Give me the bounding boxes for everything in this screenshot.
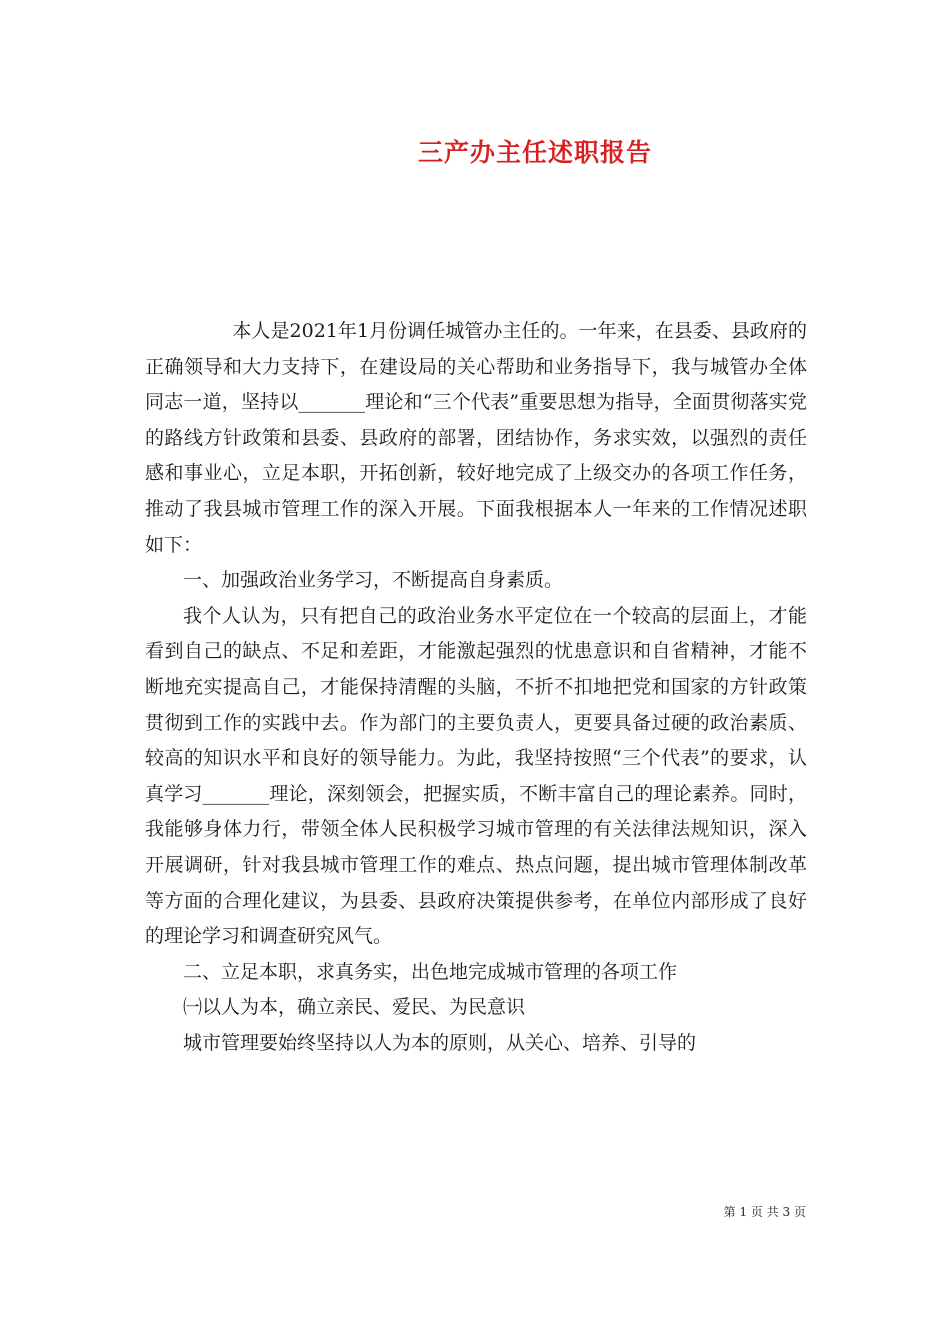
page-number-footer: 第 1 页 共 3 页 <box>723 1205 806 1219</box>
paragraph-intro: 本人是2021年1月份调任城管办主任的。一年来，在县委、县政府的正确领导和大力支持下，在建设局的关心帮助和业务指导下，我与城管办全体同志一道，坚持以_______理论和“三个代表”重要思想为指导，全面贯彻落实党的路线方针政策和县委、县政府的部署，团结协作，务求实效，以强烈的责任感和事业心，立足本职，开拓创新，较好地完成了上级交办的各项工作任务，推动了我县城市管理工作的深入开展。下面我根据本人一年来的工作情况述职如下： <box>145 320 807 556</box>
subsection-heading-1: ㈠以人为本，确立亲民、爱民、为民意识 <box>183 996 526 1019</box>
section-heading-1: 一、加强政治业务学习，不断提高自身素质。 <box>183 569 564 592</box>
section-heading-2: 二、立足本职，求真务实，出色地完成城市管理的各项工作 <box>183 960 678 983</box>
paragraph-subsection-1: 城市管理要始终坚持以人为本的原则，从关心、培养、引导的 <box>183 1031 697 1054</box>
document-title: 三产办主任述职报告 <box>417 138 652 167</box>
paragraph-section-1: 我个人认为，只有把自己的政治业务水平定位在一个较高的层面上，才能看到自己的缺点、不足和差距，才能激起强烈的忧患意识和自省精神，才能不断地充实提高自己，才能保持清醒的头脑，不折不扣地把党和国家的方针政策贯彻到工作的实践中去。作为部门的主要负责人，更要具备过硬的政治素质、较高的知识水平和良好的领导能力。为此，我坚持按照“三个代表”的要求，认真学习_______理论，深刻领会，把握实质，不断丰富自己的理论素养。同时，我能够身体力行，带领全体人民积极学习城市管理的有关法律法规知识，深入开展调研，针对我县城市管理工作的难点、热点问题，提出城市管理体制改革等方面的合理化建议，为县委、县政府决策提供参考，在单位内部形成了良好的理论学习和调查研究风气。 <box>145 604 807 948</box>
document-body <box>145 314 807 1061</box>
